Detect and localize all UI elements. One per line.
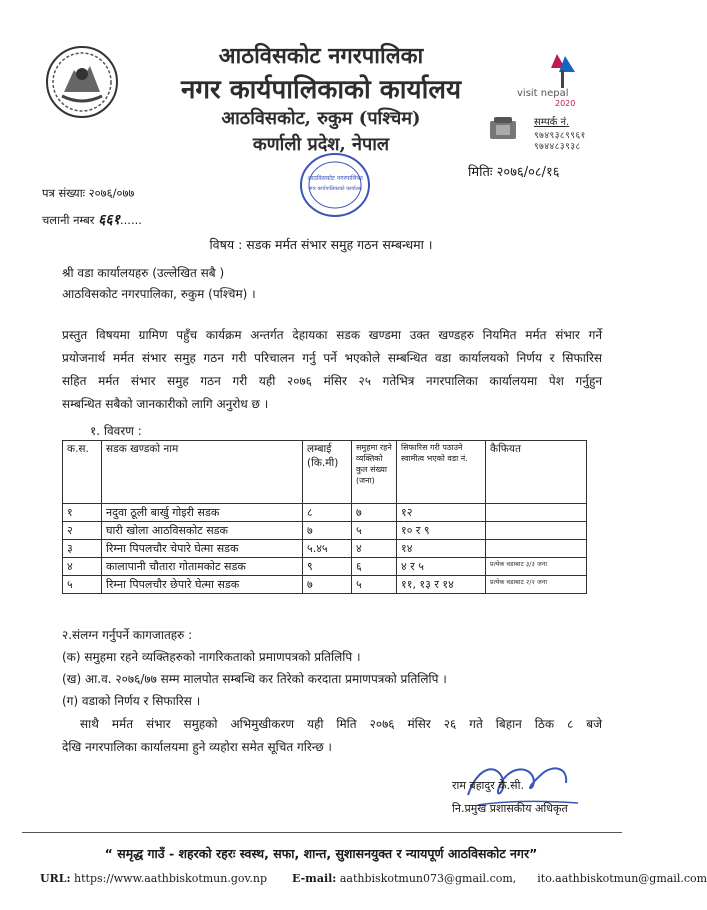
cell-member-count: ४ bbox=[352, 540, 397, 558]
cell-road-name: रिम्ना पिपलचौर चेपारे घेत्मा सडक bbox=[102, 540, 303, 558]
province-line: कर्णाली प्रदेश, नेपाल bbox=[252, 134, 390, 155]
website-link[interactable]: https://www.aathbiskotmun.gov.np bbox=[74, 872, 268, 885]
signatory-title: नि.प्रमुख प्रशासकीय अधिकृत bbox=[452, 802, 568, 815]
body-line-4: सम्बन्धित सबैको जानकारीको लागि अनुरोध छ । bbox=[62, 397, 269, 411]
body-line-2: प्रयोजनार्थ मर्मत संभार समुह गठन गरी परिचालन गर्नु पर्ने भएकोले सम्बन्धित वडा कार्यालयको निर्णय र सिफारिस bbox=[62, 351, 602, 365]
cell-sn: २ bbox=[63, 522, 102, 540]
cell-length: ८ bbox=[303, 504, 352, 522]
header-ward: सिफारिस गरी पठाउने स्वामीत्व भएको वडा नं. bbox=[397, 441, 486, 504]
office-stamp-icon bbox=[297, 150, 373, 220]
header-member-count: समुहमा रहने व्यक्तिको कुल संख्या (जना) bbox=[352, 441, 397, 504]
stamp-text: आठविसकोट नगरपालिका bbox=[307, 175, 363, 182]
municipality-name: आठविसकोट नगरपालिका bbox=[218, 43, 424, 69]
cell-sn: १ bbox=[63, 504, 102, 522]
cell-sn: ३ bbox=[63, 540, 102, 558]
header-road-name: सडक खण्डको नाम bbox=[102, 441, 303, 504]
cell-road-name: घारी खोला आठविसकोट सडक bbox=[102, 522, 303, 540]
addressee-line-2: आठविसकोट नगरपालिका, रुकुम (पश्चिम) । bbox=[62, 287, 256, 301]
cell-sn: ५ bbox=[63, 576, 102, 594]
cell-length: ९ bbox=[303, 558, 352, 576]
footer-motto: “ समृद्ध गाउँ - शहरको रहरः स्वस्थ, सफा, शान्त, सुशासनयुक्त र न्यायपूर्ण आठविसकोट नगर” bbox=[104, 846, 538, 861]
cell-road-name: रिम्ना पिपलचौर छेपारे घेत्मा सडक bbox=[102, 576, 303, 594]
cell-ward: ४ र ५ bbox=[397, 558, 486, 576]
email-label: E-mail: bbox=[292, 872, 337, 885]
header-remarks: कैफियत bbox=[486, 441, 587, 504]
footer-contact bbox=[40, 872, 707, 885]
email-link-1[interactable]: aathbiskotmun073@gmail.com, bbox=[339, 872, 517, 885]
cell-ward: १२ bbox=[397, 504, 486, 522]
cell-remarks bbox=[486, 504, 587, 522]
table-row bbox=[63, 558, 587, 576]
details-heading: १. विवरण : bbox=[90, 424, 142, 438]
body-line-1: प्रस्तुत विषयमा ग्रामिण पहुँच कार्यक्रम अन्तर्गत देहायका सडक खण्डमा उक्त खण्डहरु नियमित मर्मत संभार गर्ने bbox=[62, 328, 602, 342]
cell-remarks bbox=[486, 522, 587, 540]
road-sections-table bbox=[62, 440, 587, 594]
cell-member-count: ७ bbox=[352, 504, 397, 522]
table-row bbox=[63, 540, 587, 558]
table-row bbox=[63, 576, 587, 594]
cell-remarks: प्रत्येक वडाबाट २/२ जना bbox=[486, 576, 587, 594]
letter-subject: विषय : सडक मर्मत संभार समुह गठन सम्बन्धमा । bbox=[209, 237, 433, 252]
stamp-subtext: नगर कार्यपालिकाको कार्यालय bbox=[308, 186, 362, 192]
cell-remarks bbox=[486, 540, 587, 558]
signatory-name: राम बहादुर के.सी. bbox=[452, 779, 524, 792]
cell-ward: १४ bbox=[397, 540, 486, 558]
cell-member-count: ६ bbox=[352, 558, 397, 576]
header-sn: क.स. bbox=[63, 441, 102, 504]
attachment-c: (ग) वडाको निर्णय र सिफारिस । bbox=[62, 694, 201, 708]
cell-length: ७ bbox=[303, 576, 352, 594]
dispatch-number-label: चलानी नम्बर bbox=[42, 213, 95, 227]
closing-line-2: देखि नगरपालिका कार्यालयमा हुने व्यहोरा समेत सूचित गरिन्छ । bbox=[62, 740, 332, 754]
footer-divider bbox=[22, 832, 622, 833]
attachments-title: २.संलग्न गर्नुपर्ने कागजातहरु : bbox=[62, 628, 193, 642]
contact-number-1: ९७४९३८९९६१ bbox=[534, 131, 586, 141]
url-label: URL: bbox=[40, 872, 71, 885]
office-name: नगर कार्यपालिकाको कार्यालय bbox=[180, 75, 462, 105]
header-length: लम्बाई (कि.मी) bbox=[303, 441, 352, 504]
cell-member-count: ५ bbox=[352, 576, 397, 594]
cell-length: ५.४५ bbox=[303, 540, 352, 558]
cell-remarks: प्रत्येक वडाबाट ३/३ जना bbox=[486, 558, 587, 576]
closing-line-1: साथै मर्मत संभार समुहको अभिमुखीकरण यही मिति २०७६ मंसिर २६ गते बिहान ठिक ८ बजे bbox=[80, 717, 602, 731]
dispatch-number-dots: ...... bbox=[119, 213, 142, 227]
visit-year: 2020 bbox=[555, 99, 576, 108]
cell-ward: १० र ९ bbox=[397, 522, 486, 540]
address-line: आठविसकोट, रुकुम (पश्चिम) bbox=[221, 108, 421, 129]
table-row bbox=[63, 504, 587, 522]
email-link-2[interactable]: ito.aathbiskotmun@gmail.com bbox=[537, 872, 707, 885]
addressee-line-1: श्री वडा कार्यालयहरु (उल्लेखित सबै ) bbox=[62, 266, 225, 280]
cell-road-name: नदुवा ठूली बार्खु गोइरी सडक bbox=[102, 504, 303, 522]
contact-number-2: ९७४४८३९३८ bbox=[534, 142, 581, 152]
cell-road-name: कालापानी चौतारा गोतामकोट सडक bbox=[102, 558, 303, 576]
telephone-icon bbox=[488, 115, 518, 141]
cell-member-count: ५ bbox=[352, 522, 397, 540]
visit-text: visit nepal bbox=[517, 88, 569, 99]
visit-nepal-logo-icon bbox=[515, 50, 607, 110]
cell-length: ७ bbox=[303, 522, 352, 540]
table-header-row bbox=[63, 441, 587, 504]
attachment-b: (ख) आ.व. २०७६/७७ सम्म मालपोत सम्बन्धि कर तिरेको करदाता प्रमाणपत्रको प्रतिलिपि । bbox=[62, 672, 447, 686]
letter-date: मितिः २०७६/०८/१६ bbox=[468, 165, 560, 180]
contact-title: सम्पर्क नं. bbox=[534, 117, 570, 128]
table-row bbox=[63, 522, 587, 540]
dispatch-number-value: ६६१ bbox=[98, 212, 120, 228]
body-line-3: सहित मर्मत संभार समुह गठन गरी यही २०७६ मंसिर २५ गतेभित्र नगरपालिका कार्यालयमा पेश गर्नुहुन bbox=[62, 374, 602, 388]
cell-ward: ११, १३ र १४ bbox=[397, 576, 486, 594]
dispatch-number-row bbox=[42, 210, 142, 229]
attachment-a: (क) समुहमा रहने व्यक्तिहरुको नागरिकताको प्रमाणपत्रको प्रतिलिपि । bbox=[62, 650, 361, 664]
letter-number: पत्र संख्याः २०७६/०७७ bbox=[42, 186, 135, 200]
cell-sn: ४ bbox=[63, 558, 102, 576]
